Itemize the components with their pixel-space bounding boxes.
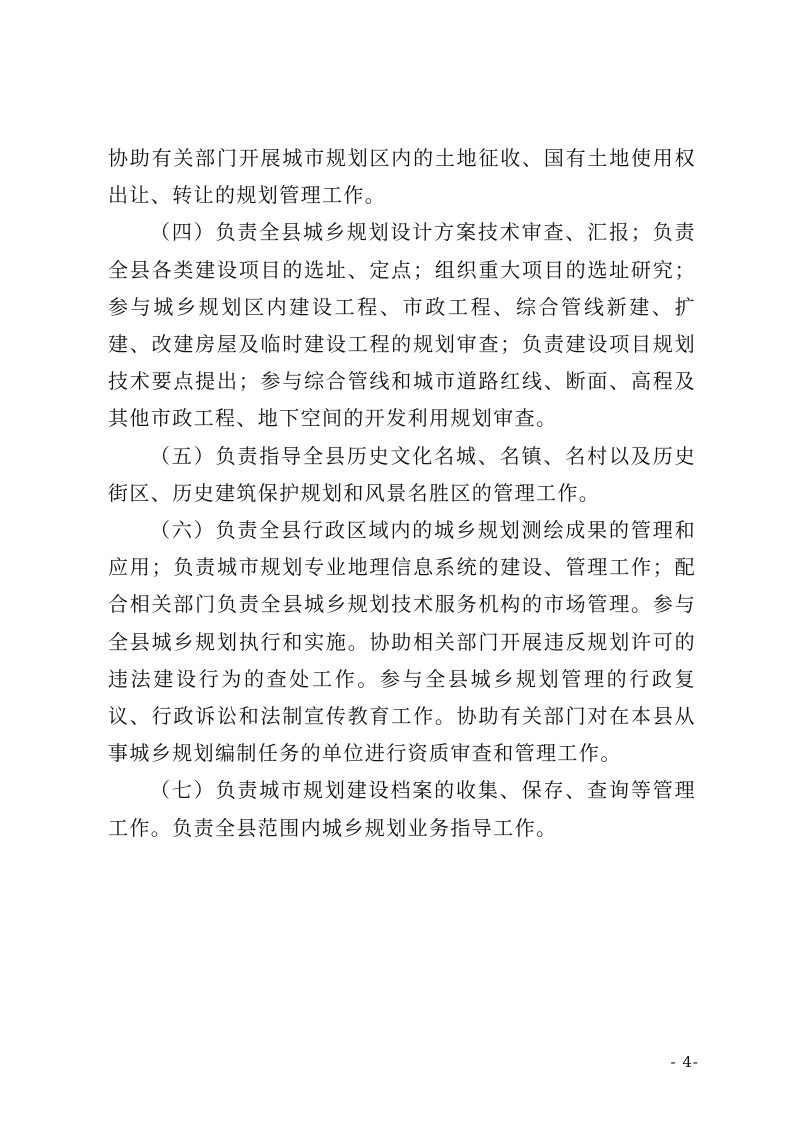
- paragraph-section-6: （六）负责全县行政区域内的城乡规划测绘成果的管理和应用；负责城市规划专业地理信息系统的建设、管理工作；配合相关部门负责全县城乡规划技术服务机构的市场管理。参与全县城乡规划执行和实施。协助相关部门开展违反规划许可的违法建设行为的查处工作。参与全县城乡规划管理的行政复议、行政诉讼和法制宣传教育工作。协助有关部门对在本县从事城乡规划编制任务的单位进行资质审查和管理工作。: [108, 518, 696, 766]
- page-number: - 4-: [670, 1053, 699, 1071]
- paragraph-section-5: （五）负责指导全县历史文化名城、名镇、名村以及历史街区、历史建筑保护规划和风景名胜区的管理工作。: [108, 443, 696, 505]
- body-text: [108, 140, 696, 847]
- paragraph-section-7: （七）负责城市规划建设档案的收集、保存、查询等管理工作。负责全县范围内城乡规划业务指导工作。: [108, 778, 696, 840]
- paragraph-continuation: 协助有关部门开展城市规划区内的土地征收、国有土地使用权出让、转让的规划管理工作。: [108, 146, 696, 208]
- paragraph-section-4: （四）负责全县城乡规划设计方案技术审查、汇报；负责全县各类建设项目的选址、定点；组织重大项目的选址研究；参与城乡规划区内建设工程、市政工程、综合管线新建、扩建、改建房屋及临时建设工程的规划审查；负责建设项目规划技术要点提出；参与综合管线和城市道路红线、断面、高程及其他市政工程、地下空间的开发利用规划审查。: [108, 220, 696, 431]
